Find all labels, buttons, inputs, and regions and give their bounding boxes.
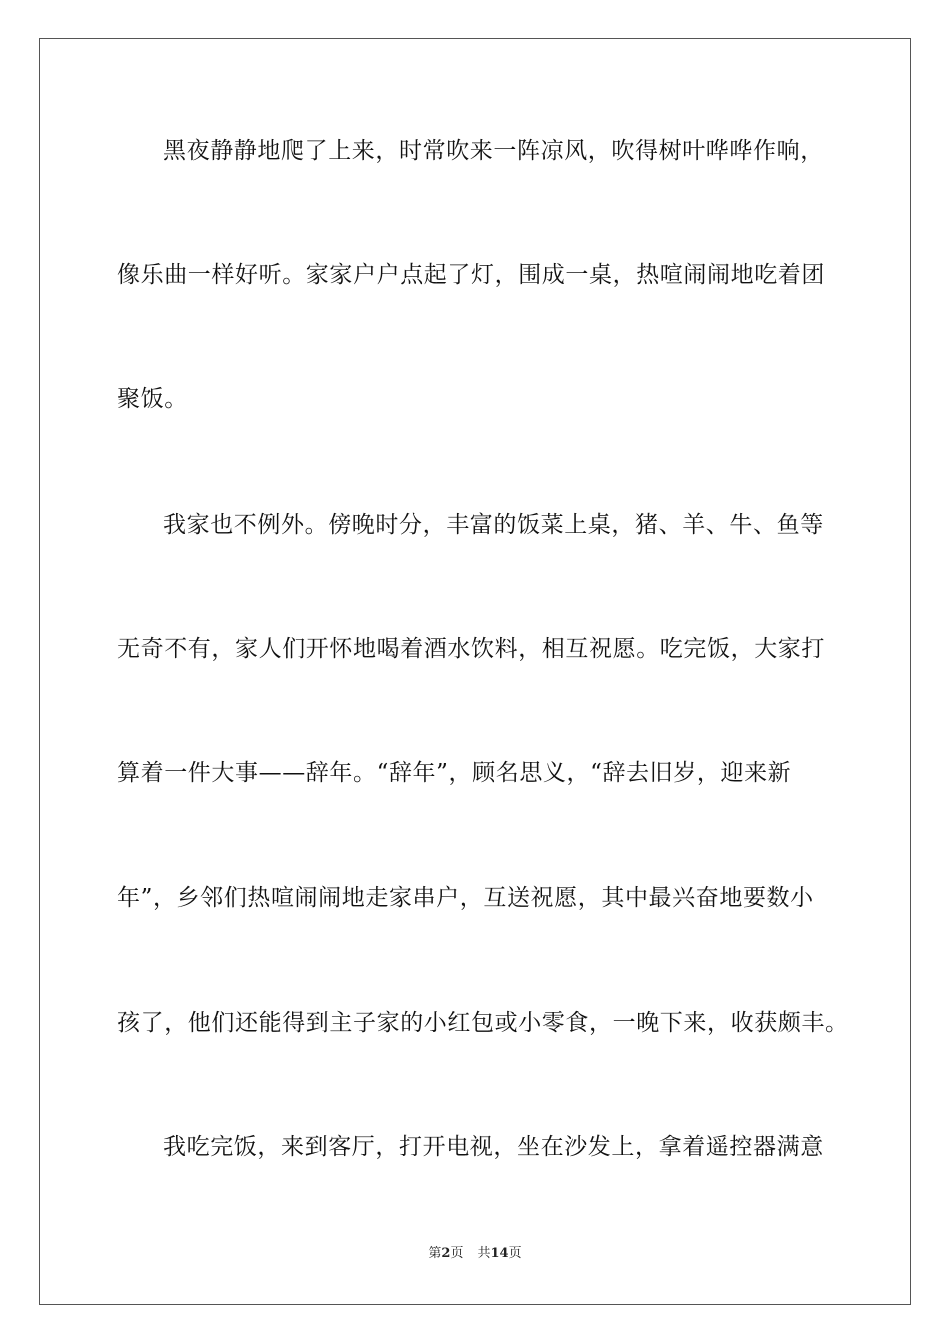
page-border bbox=[39, 38, 911, 1305]
page-label-prefix: 第 bbox=[428, 1246, 442, 1261]
paragraph-line: 无奇不有，家人们开怀地喝着酒水饮料，相互祝愿。吃完饭，大家打 bbox=[117, 636, 825, 662]
total-label-prefix: 共 bbox=[477, 1246, 491, 1261]
paragraph-line: 年”，乡邻们热喧闹闹地走家串户，互送祝愿，其中最兴奋地要数小 bbox=[117, 885, 814, 911]
total-label-suffix: 页 bbox=[508, 1246, 522, 1261]
paragraph-line: 聚饭。 bbox=[117, 386, 188, 412]
paragraph-line: 孩了，他们还能得到主子家的小红包或小零食，一晚下来，收获颇丰。 bbox=[117, 1010, 849, 1036]
paragraph-line: 我家也不例外。傍晚时分，丰富的饭菜上桌，猪、羊、牛、鱼等 bbox=[163, 512, 824, 538]
paragraph-line: 像乐曲一样好听。家家户户点起了灯，围成一桌，热喧闹闹地吃着团 bbox=[117, 262, 825, 288]
total-pages: 14 bbox=[490, 1246, 509, 1261]
page-label-suffix: 页 bbox=[450, 1246, 464, 1261]
page-number: 2 bbox=[441, 1246, 451, 1261]
paragraph-line: 黑夜静静地爬了上来，时常吹来一阵凉风，吹得树叶哗哗作响， bbox=[163, 138, 824, 164]
page-footer bbox=[0, 1246, 950, 1262]
paragraph-line: 我吃完饭，来到客厅，打开电视，坐在沙发上，拿着遥控器满意 bbox=[163, 1134, 824, 1160]
paragraph-line: 算着一件大事——辞年。“辞年”，顾名思义，“辞去旧岁，迎来新 bbox=[117, 760, 792, 786]
